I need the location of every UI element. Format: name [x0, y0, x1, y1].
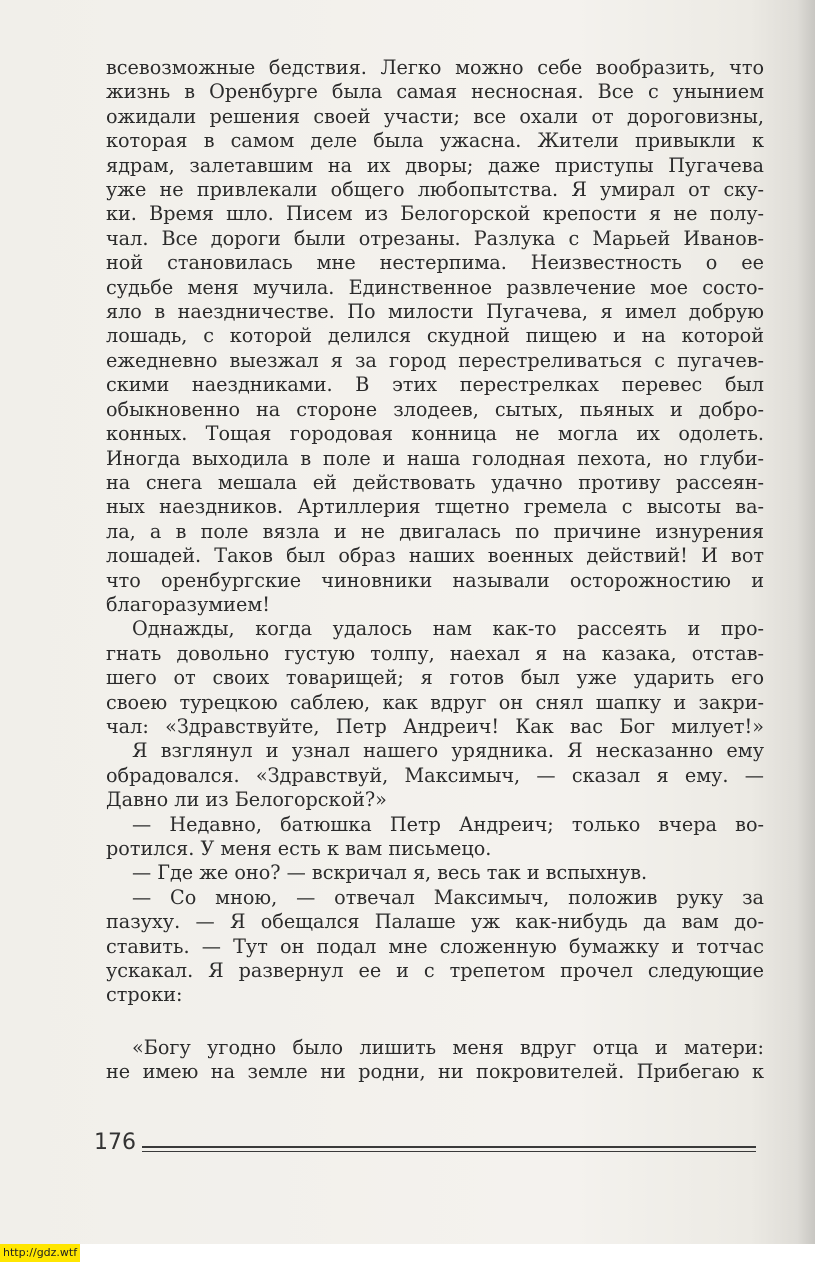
text-line: чал. Все дороги были отрезаны. Разлука с Марьей Иванов-	[106, 226, 764, 250]
text-line: пазуху. — Я обещался Палаше уж как-нибудь да вам до-	[106, 910, 764, 934]
text-line: чал: «Здравствуйте, Петр Андреич! Как вас Бог милует!»	[106, 714, 764, 738]
text-line: ожидали решения своей участи; все охали от дороговизны,	[106, 104, 764, 128]
footer-rule	[142, 1146, 756, 1148]
text-line: обрадовался. «Здравствуй, Максимыч, — сказал я ему. —	[106, 763, 764, 787]
text-line: жизнь в Оренбурге была самая несносная. Все с унынием	[106, 80, 764, 104]
text-line: ставить. — Тут он подал мне сложенную бумажку и тотчас	[106, 934, 764, 958]
text-line: лошадь, с которой делился скудной пищею и на которой	[106, 324, 764, 348]
paragraph-gap	[106, 1008, 764, 1036]
text-line: своею турецкою саблею, как вдруг он снял шапку и закри-	[106, 690, 764, 714]
text-line: уже не привлекали общего любопытства. Я умирал от ску-	[106, 178, 764, 202]
text-line: Давно ли из Белогорской?»	[106, 788, 387, 812]
text-line: гнать довольно густую толпу, наехал я на казака, отстав-	[106, 641, 764, 665]
text-line: не имею на земле ни родни, ни покровителей. Прибегаю к	[106, 1060, 764, 1084]
text-line: всевозможные бедствия. Легко можно себе вообразить, что	[106, 56, 764, 79]
page-footer	[94, 1130, 756, 1160]
text-line: — Недавно, батюшка Петр Андреич; только вчера во-	[132, 812, 764, 836]
text-line: конных. Тощая городовая конница не могла их одолеть.	[106, 422, 764, 446]
text-line: скими наездниками. В этих перестрелках перевес был	[106, 373, 764, 397]
text-line: которая в самом деле была ужасна. Жители привыкли к	[106, 129, 764, 153]
text-line: Иногда выходила в поле и наша голодная пехота, но глуби-	[106, 446, 764, 470]
page-number: 176	[94, 1130, 136, 1155]
site-watermark: http://gdz.wtf	[0, 1244, 80, 1262]
text-line: лошадей. Таков был образ наших военных действий! И вот	[106, 544, 764, 568]
text-line: ротился. У меня есть к вам письмецо.	[106, 837, 492, 860]
text-line: «Богу угодно было лишить меня вдруг отца и матери:	[132, 1035, 764, 1059]
text-line: что оренбургские чиновники называли осторожностию и	[106, 568, 764, 592]
text-line: обыкновенно на стороне злодеев, сытых, пьяных и добро-	[106, 397, 764, 421]
text-line: — Где же оно? — вскричал я, весь так и вспыхнув.	[132, 861, 648, 885]
text-line: яло в наездничестве. По милости Пугачева, я имел добрую	[106, 300, 764, 324]
text-line: ной становилась мне нестерпима. Неизвестность о ее	[106, 251, 764, 275]
text-line: ки. Время шло. Писем из Белогорской крепости я не полу-	[106, 202, 764, 226]
text-line: Я взглянул и узнал нашего урядника. Я несказанно ему	[132, 739, 764, 763]
text-line: ла, а в поле вязла и не двигалась по причине изнурения	[106, 519, 764, 543]
text-line: шего от своих товарищей; я готов был уже ударить его	[106, 666, 764, 690]
footer-rule-thin	[142, 1151, 756, 1152]
text-line: ядрам, залетавшим на их дворы; даже приступы Пугачева	[106, 153, 764, 177]
text-line: — Со мною, — отвечал Максимыч, положив руку за	[132, 885, 764, 909]
text-line: ежедневно выезжал я за город перестреливаться с пугачев-	[106, 348, 764, 372]
text-line: судьбе меня мучила. Единственное развлечение мое состо-	[106, 275, 764, 299]
text-line: ускакал. Я развернул ее и с трепетом прочел следующие	[106, 959, 764, 983]
page-edge-shadow	[797, 0, 815, 1244]
text-line: строки:	[106, 983, 183, 1007]
text-line: благоразумием!	[106, 592, 270, 616]
text-line: Однажды, когда удалось нам как-то рассеять и про-	[132, 617, 764, 641]
body-text	[106, 56, 764, 1085]
text-line: на снега мешала ей действовать удачно противу рассеян-	[106, 470, 764, 494]
text-line: ных наездников. Артиллерия тщетно гремела с высоты ва-	[106, 495, 764, 519]
